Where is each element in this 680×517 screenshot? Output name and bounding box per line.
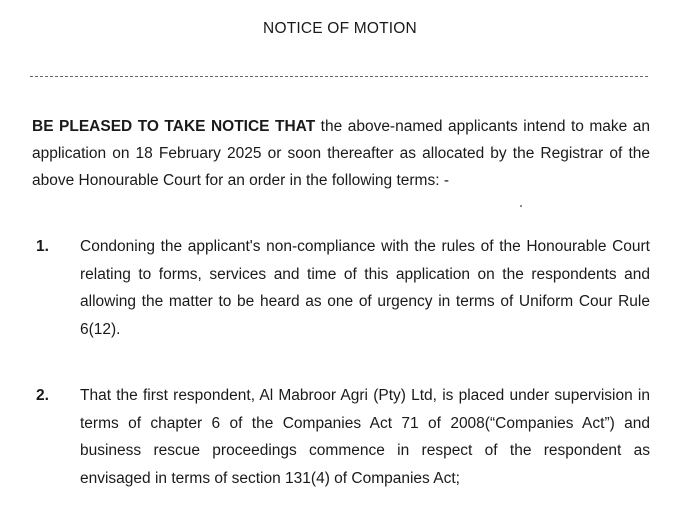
document-title: NOTICE OF MOTION: [263, 20, 417, 37]
list-item: [32, 382, 650, 492]
intro-body: the above-named applicants intend to make an application on 18 February 2025 or soon thereafter as allocated by the Registrar of the above Honourable Court for an order in the following terms: -: [32, 118, 651, 189]
intro-lead: BE PLEASED TO TAKE NOTICE THAT: [32, 118, 316, 135]
header-divider: [30, 76, 648, 77]
item-number: 1.: [36, 238, 49, 255]
item-number: 2.: [36, 387, 49, 404]
intro-paragraph: [32, 113, 650, 194]
item-text: Condoning the applicant's non-compliance with the rules of the Honourable Court relating to forms, services and time of this application on the respondents and allowing the matter to be heard as one of urgency in terms of Uniform Cour Rule 6(12).: [80, 238, 650, 338]
scan-speck: [520, 205, 522, 207]
list-item: [32, 233, 650, 343]
item-text: That the first respondent, Al Mabroor Agri (Pty) Ltd, is placed under supervision in terms of chapter 6 of the Companies Act 71 of 2008(“Companies Act”) and business rescue proceedings commence in respect of the respondent as envisaged in terms of section 131(4) of Companies Act;: [80, 387, 650, 487]
